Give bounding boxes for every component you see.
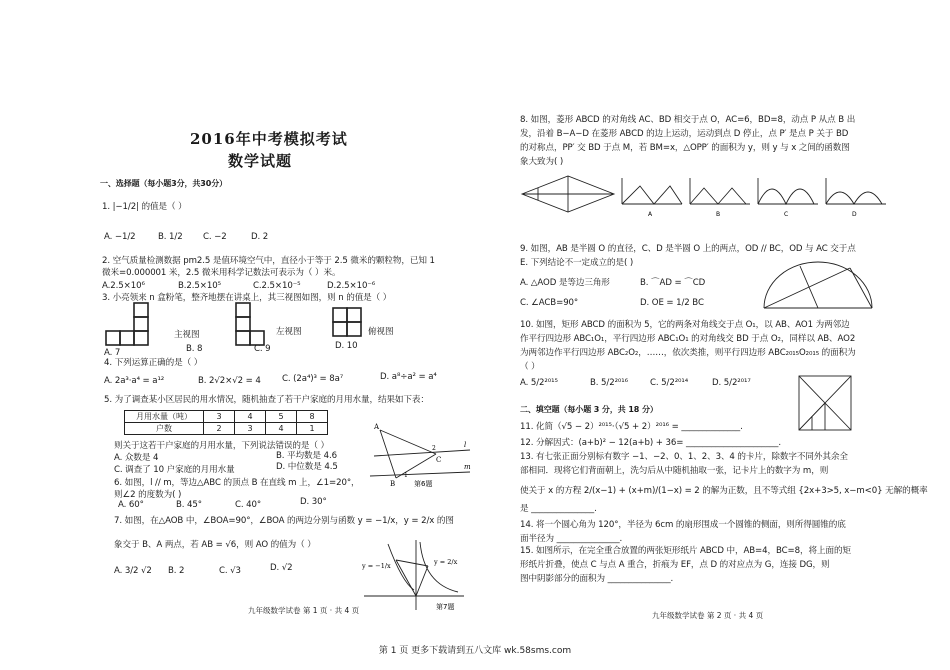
q10-option-b: B. 5/2²⁰¹⁶ (590, 378, 628, 388)
q3-main-view-label: 主视图 (174, 330, 200, 340)
q2-option-a: A.2.5×10⁶ (102, 281, 145, 291)
q8-label-d: D (852, 211, 857, 218)
q10-option-d: D. 5/2²⁰¹⁷ (712, 378, 751, 388)
q15-line2: 形纸片折叠，使点 C 与点 A 重合，折痕为 EF，点 D 的对应点为 G，连接 DG，则 (520, 560, 830, 570)
graph-a (622, 178, 682, 204)
q6-figure-label: 第6题 (414, 480, 433, 488)
triangle-side-ab (380, 430, 396, 478)
chord-cb (850, 268, 872, 308)
q2-line2: 微米=0.000001 米，2.5 微米用科学记数法可表示为（ ）米。 (102, 268, 341, 278)
q7-left-equation: y = −1/x (362, 562, 391, 570)
q8-line4: 象大致为( ) (520, 157, 564, 167)
q6-angle-2: 2 (432, 445, 436, 452)
q6-line-l-label: l (464, 441, 467, 449)
q7-right-equation: y = 2/x (434, 558, 458, 566)
q1-option-d: D. 2 (251, 232, 269, 242)
q9-option-c: C. ∠ACB=90° (520, 298, 579, 308)
q8-line2: 发，沿着 B−A−D 在菱形 ABCD 的边上运动，运动到点 D 停止，点 P′ 是点 P 关于 BD (520, 129, 849, 139)
q13-line2: 部相同．现将它们背面朝上，洗匀后从中随机抽取一张，记卡片上的数字为 m，则 (520, 466, 829, 476)
q3-option-b: B. 8 (186, 344, 203, 354)
q7-line2: 象交于 B、A 两点，若 AB = √6，则 AO 的值为（ ） (114, 540, 316, 550)
q3-left-view-label: 左视图 (276, 327, 302, 337)
q4-option-c: C. (2a⁴)³ = 8a⁷ (282, 374, 344, 384)
q4-option-d: D. a⁸÷a² = a⁴ (380, 372, 437, 382)
q7-hyperbola-figure (358, 538, 468, 612)
table-cell: 3 (235, 423, 266, 435)
q9-line1: 9. 如图，AB 是半圆 O 的直径，C、D 是半圆 O 上的两点，OD // BC，OD 与 AC 交于点 (520, 244, 856, 254)
q3-top-view-label: 俯视图 (368, 327, 394, 337)
page2-footer: 九年级数学试卷 第 2 页 · 共 4 页 (652, 611, 764, 620)
q5-option-a: A. 众数是 4 (114, 453, 159, 463)
q9-option-a: A. △AOD 是等边三角形 (520, 278, 610, 288)
q5-option-c: C. 调查了 10 户家庭的月用水量 (114, 465, 235, 475)
table-row (125, 423, 328, 435)
table-cell: 5 (266, 411, 297, 423)
q8-option-graphs (620, 176, 888, 218)
semicircle (764, 262, 872, 308)
table-cell: 2 (204, 423, 235, 435)
q4-stem: 4. 下列运算正确的是（ ） (104, 358, 203, 368)
q4-option-b: B. 2√2×√2 = 4 (198, 376, 261, 386)
right-curve (420, 542, 458, 592)
table-cell: 户数 (125, 423, 204, 435)
left-curve (388, 544, 414, 590)
section2-heading: 二、填空题（每小题 3 分，共 18 分） (520, 405, 658, 414)
q8-label-a: A (648, 211, 653, 218)
q6-option-a: A. 60° (118, 500, 144, 510)
q9-option-d: D. OE = 1/2 BC (640, 298, 704, 308)
q7-line1: 7. 如图，在△AOB 中，∠BOA=90°，∠BOA 的两边分别与函数 y = −1/x，y = 2/x 的图 (114, 516, 454, 526)
segment-ob (396, 560, 416, 596)
q7-option-c: C. √3 (219, 566, 241, 576)
q6-point-a: A (374, 423, 380, 431)
q10-line2: 作平行四边形 ABC₁O₁，平行四边形 ABC₁O₁ 的对角线交 BD 于点 O₂，同样以 AB、AO2 (520, 334, 856, 344)
q8-label-b: B (716, 211, 721, 218)
exam-title: 2016年中考模拟考试 (190, 130, 348, 148)
page1-footer: 九年级数学试卷 第 1 页 · 共 4 页 (248, 606, 360, 615)
q6-line2: 则∠2 的度数为( ) (114, 490, 182, 500)
q9-line2: E. 下列结论不一定成立的是( ) (520, 258, 634, 268)
table-header-row (125, 411, 328, 423)
q15-line3: 图中阴影部分的面积为 _______________. (520, 574, 674, 584)
graph-c (758, 178, 818, 204)
q3-option-a: A. 7 (104, 348, 121, 358)
q10-option-a: A. 5/2²⁰¹⁵ (520, 378, 558, 388)
q1-option-b: B. 1/2 (158, 232, 183, 242)
chord-ac (764, 268, 850, 308)
q11: 11. 化简（√5 − 2）²⁰¹⁵·（√5 + 2）²⁰¹⁶ = ______________. (520, 422, 743, 432)
q10-line4: （ ） (520, 362, 540, 372)
q6-figure (360, 420, 472, 490)
subject-title: 数学试题 (228, 152, 293, 170)
section1-heading: 一、选择题（每小题3分，共30分） (100, 179, 227, 188)
q6-option-c: C. 40° (235, 500, 262, 510)
main-view-drawing (106, 303, 148, 345)
q5-stem: 5. 为了调查某小区居民的用水情况，随机抽查了若干户家庭的月用水量，结果如下表： (104, 395, 429, 405)
q13-line3: 使关于 x 的方程 2/(x−1) + (x+m)/(1−x) = 2 的解为正数，且不等式组 {2x+3>5, x−m<0} 无解的概率 (520, 486, 928, 496)
table-cell: 1 (297, 423, 328, 435)
q2-line1: 2. 空气质量检测数据 pm2.5 是值环境空气中，直径小于等于 2.5 微米的颗粒物，已知 1 (102, 256, 435, 266)
q6-point-b: B (390, 480, 396, 488)
q1-option-c: C. −2 (203, 232, 227, 242)
segment-oa (416, 566, 428, 596)
q4-option-a: A. 2a³·a⁴ = a¹² (104, 376, 165, 386)
q13-line1: 13. 有七张正面分别标有数字 −1、−2、0、1、2、3、4 的卡片，除数字不同外其余全 (520, 452, 848, 462)
q5-option-d: D. 中位数是 4.5 (276, 462, 338, 472)
segment-ab (396, 560, 428, 566)
q3-option-c: C. 9 (254, 344, 271, 354)
q1-option-a: A. −1/2 (104, 232, 136, 242)
graph-b (690, 178, 750, 204)
q10-line3: 为两邻边作平行四边形 ABC₂O₂，……，依次类推，则平行四边形 ABC₂₀₁₅O₂₀₁₅ 的面积为 (520, 348, 856, 358)
q12: 12. 分解因式：(a+b)² − 12(a+b) + 36= ______________________. (520, 438, 781, 448)
q8-label-c: C (784, 211, 789, 218)
q3-stem: 3. 小亮领来 n 盒粉笔，整齐地摆在讲桌上，其三视图如图，则 n 的值是（ ） (102, 293, 392, 303)
left-view-drawing (236, 303, 264, 345)
q15-line1: 15. 如图所示，在完全重合放置的两张矩形纸片 ABCD 中，AB=4，BC=8，将上面的矩 (520, 546, 851, 556)
q2-option-d: D.2.5×10⁻⁶ (327, 281, 376, 291)
table-cell: 3 (204, 411, 235, 423)
q9-option-b: B. ⌒AD = ⌒CD (640, 278, 706, 288)
graph-d (826, 178, 886, 204)
q8-rhombus-figure (518, 172, 618, 218)
q14-line2: 面半径为 _______________. (520, 534, 623, 544)
q7-option-b: B. 2 (168, 566, 185, 576)
q5-note: 则关于这若干户家庭的月用水量，下列说法错误的是（ ） (114, 441, 329, 451)
q6-line-m-label: m (464, 463, 471, 471)
q6-line1: 6. 如图，l // m，等边△ABC 的顶点 B 在直线 m 上，∠1=20°， (114, 478, 360, 488)
q5-option-b: B. 平均数是 4.6 (276, 451, 338, 461)
q1-stem: 1. |−1/2| 的值是（ ） (102, 202, 187, 212)
table-cell: 4 (235, 411, 266, 423)
q6-option-d: D. 30° (300, 497, 327, 507)
q9-semicircle-figure (760, 258, 880, 314)
q10-line1: 10. 如图，矩形 ABCD 的面积为 5，它的两条对角线交于点 O₁，以 AB、AO1 为两邻边 (520, 320, 850, 330)
q10-rectangle-figure (795, 372, 855, 436)
q7-option-a: A. 3/2 √2 (114, 566, 152, 576)
download-note: 第 1 页 更多下载请到五八文库 wk.58sms.com (378, 646, 572, 656)
q10-option-c: C. 5/2²⁰¹⁴ (650, 378, 689, 388)
q6-angle-1: 1 (404, 472, 408, 479)
table-cell: 月用水量（吨） (125, 411, 204, 423)
triangle-side-ac (380, 430, 436, 454)
q2-option-b: B.2.5×10⁵ (178, 281, 221, 291)
q7-figure-label: 第7题 (436, 603, 455, 611)
q5-water-usage-table (124, 410, 328, 435)
q2-option-c: C.2.5×10⁻⁵ (253, 281, 301, 291)
q8-line3: 的对称点，PP′ 交 BD 于点 M，若 BM=x，△OPP′ 的面积为 y，则 y 与 x 之间的函数图 (520, 143, 850, 153)
table-cell: 8 (297, 411, 328, 423)
q13-line4: 是 _______________. (520, 504, 597, 514)
q3-option-d: D. 10 (335, 341, 358, 351)
table-cell: 4 (266, 423, 297, 435)
q8-line1: 8. 如图，菱形 ABCD 的对角线 AC、BD 相交于点 O，AC=6，BD=8，动点 P 从点 B 出 (520, 115, 856, 125)
line-m (370, 472, 470, 476)
q6-option-b: B. 45° (176, 500, 202, 510)
q6-point-c: C (436, 456, 442, 464)
top-view-drawing (333, 308, 361, 336)
q7-option-d: D. √2 (270, 563, 293, 573)
q14-line1: 14. 将一个圆心角为 120°，半径为 6cm 的扇形围成一个圆锥的侧面，则所得圆锥的底 (520, 520, 846, 530)
